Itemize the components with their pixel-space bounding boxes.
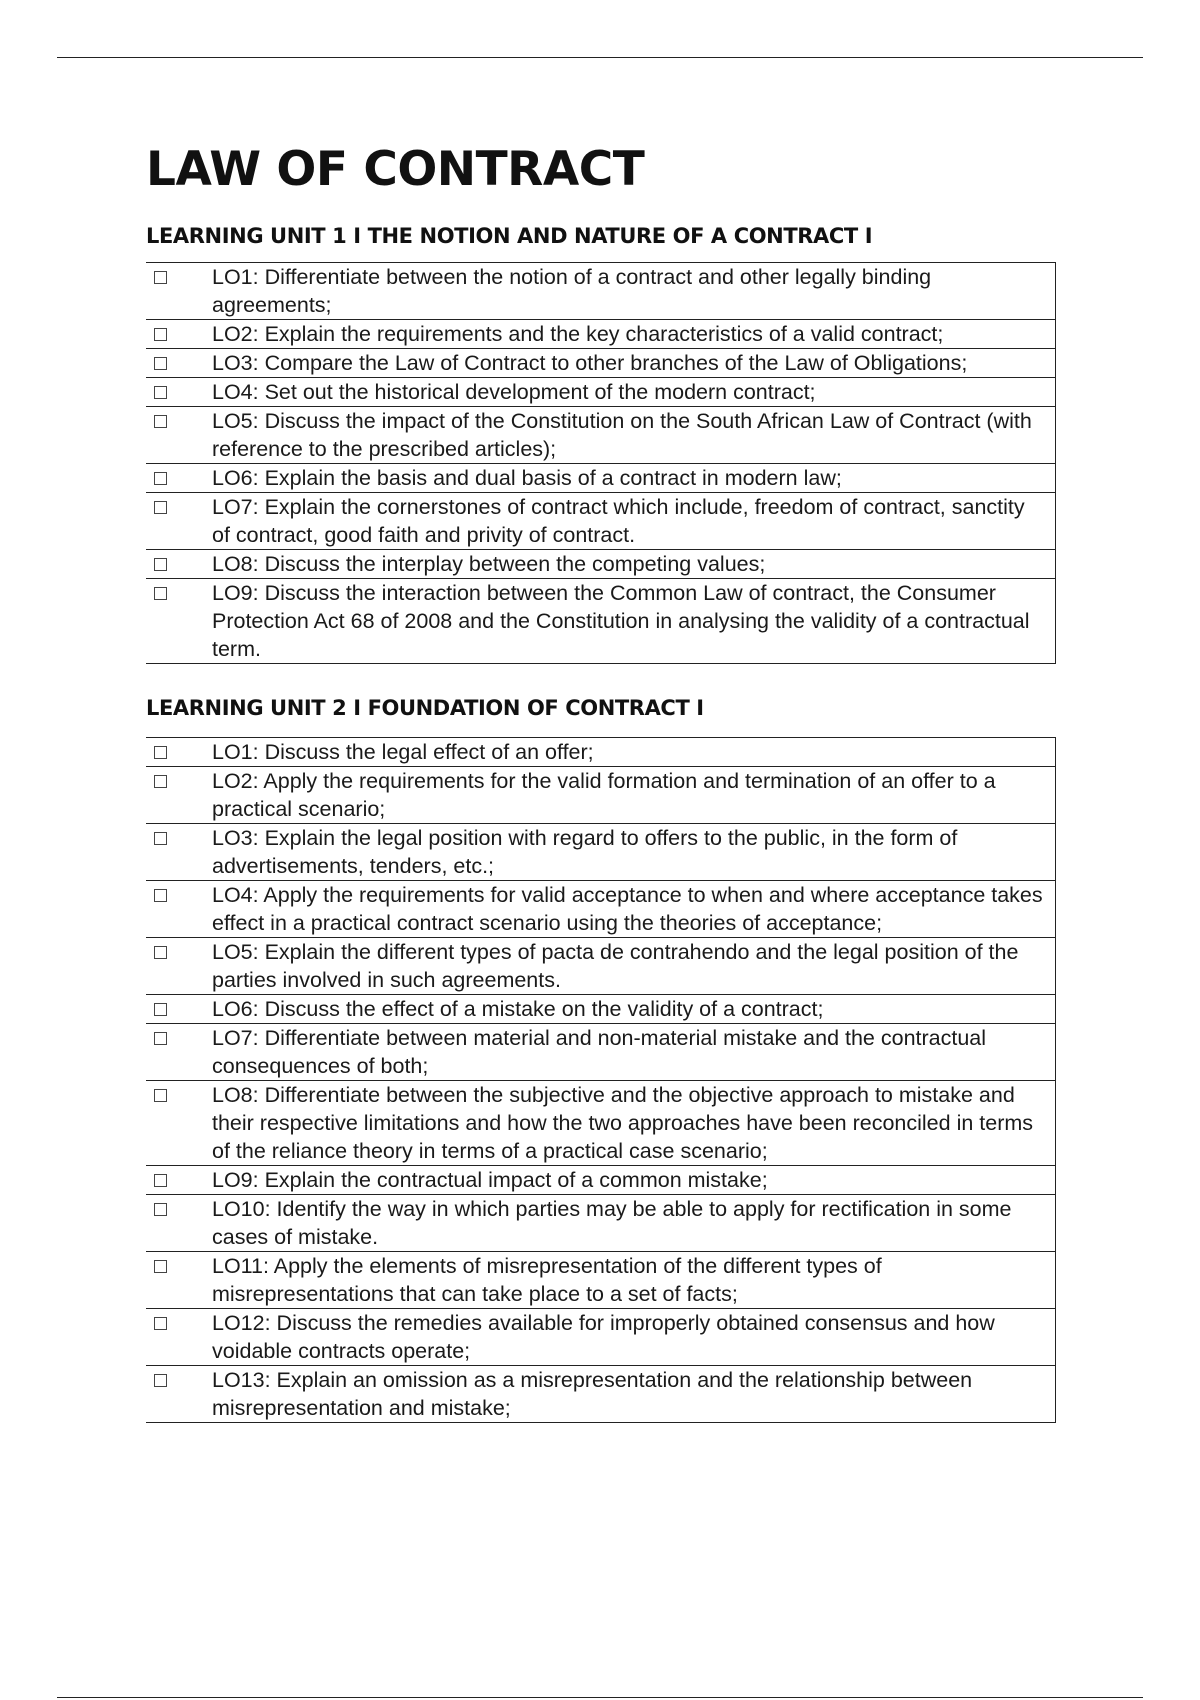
outcome-text: LO10: Identify the way in which parties may be able to apply for rectification in some cases of mistake.: [212, 1197, 1012, 1249]
outcome-cell: [146, 1309, 1056, 1366]
outcome-text: LO9: Explain the contractual impact of a common mistake;: [212, 1168, 768, 1192]
outcome-cell: [146, 493, 1056, 550]
outcome-text: LO1: Differentiate between the notion of a contract and other legally binding agreements;: [212, 265, 932, 317]
outcome-text: LO9: Discuss the interaction between the Common Law of contract, the Consumer Protection Act 68 of 2008 and the Constitution in analysing the validity of a contractual term.: [212, 581, 1030, 661]
outcome-text: LO3: Explain the legal position with regard to offers to the public, in the form of advertisements, tenders, etc.;: [212, 826, 958, 878]
outcome-text: LO7: Differentiate between material and non-material mistake and the contractual consequences of both;: [212, 1026, 987, 1078]
checkbox-icon[interactable]: [154, 1374, 167, 1387]
outcome-cell: [146, 995, 1056, 1024]
outcome-text: LO4: Set out the historical development of the modern contract;: [212, 380, 816, 404]
checkbox-icon[interactable]: [154, 746, 167, 759]
outcome-cell: [146, 550, 1056, 579]
outcome-row: [146, 464, 1056, 493]
document-body: [146, 138, 1056, 1423]
bottom-rule: [57, 1697, 1143, 1698]
checkbox-icon[interactable]: [154, 946, 167, 959]
outcome-cell: [146, 263, 1056, 320]
checkbox-icon[interactable]: [154, 271, 167, 284]
checkbox-icon[interactable]: [154, 1032, 167, 1045]
page-title: LAW OF CONTRACT: [146, 142, 645, 197]
outcome-cell: [146, 1166, 1056, 1195]
outcome-row: [146, 407, 1056, 464]
checkbox-icon[interactable]: [154, 775, 167, 788]
outcome-cell: [146, 407, 1056, 464]
outcome-cell: [146, 579, 1056, 664]
unit-2-outcomes-table: [146, 737, 1056, 1423]
outcome-text: LO13: Explain an omission as a misrepresentation and the relationship between misrepresentation and mistake;: [212, 1368, 973, 1420]
checkbox-icon[interactable]: [154, 889, 167, 902]
outcome-row: [146, 1252, 1056, 1309]
checkbox-icon[interactable]: [154, 472, 167, 485]
unit-1-heading: LEARNING UNIT 1 I THE NOTION AND NATURE OF A CONTRACT I: [146, 224, 873, 248]
outcome-text: LO11: Apply the elements of misrepresentation of the different types of misrepresentations that can take place to a set of facts;: [212, 1254, 882, 1306]
checkbox-icon[interactable]: [154, 1317, 167, 1330]
top-rule: [57, 57, 1143, 58]
checkbox-icon[interactable]: [154, 1089, 167, 1102]
outcome-row: [146, 995, 1056, 1024]
checkbox-icon[interactable]: [154, 1003, 167, 1016]
outcome-text: LO5: Explain the different types of pacta de contrahendo and the legal position of the parties involved in such agreements.: [212, 940, 1019, 992]
checkbox-icon[interactable]: [154, 1203, 167, 1216]
outcome-row: [146, 738, 1056, 767]
checkbox-icon[interactable]: [154, 1260, 167, 1273]
outcome-row: [146, 1024, 1056, 1081]
outcome-cell: [146, 1024, 1056, 1081]
checkbox-icon[interactable]: [154, 501, 167, 514]
checkbox-icon[interactable]: [154, 832, 167, 845]
outcome-cell: [146, 738, 1056, 767]
outcome-row: [146, 881, 1056, 938]
outcome-text: LO7: Explain the cornerstones of contract which include, freedom of contract, sanctity of contract, good faith and privity of contract.: [212, 495, 1025, 547]
outcome-row: [146, 1081, 1056, 1166]
outcome-cell: [146, 349, 1056, 378]
outcome-text: LO8: Discuss the interplay between the competing values;: [212, 552, 766, 576]
outcome-text: LO4: Apply the requirements for valid acceptance to when and where acceptance takes effect in a practical contract scenario using the theories of acceptance;: [212, 883, 1043, 935]
outcome-cell: [146, 1081, 1056, 1166]
outcome-row: [146, 824, 1056, 881]
outcome-cell: [146, 1366, 1056, 1423]
checkbox-icon[interactable]: [154, 357, 167, 370]
outcome-text: LO6: Explain the basis and dual basis of a contract in modern law;: [212, 466, 842, 490]
outcome-cell: [146, 824, 1056, 881]
outcome-text: LO8: Differentiate between the subjective and the objective approach to mistake and their respective limitations and how the two approaches have been reconciled in terms of the reliance theory in terms of a practical case scenario;: [212, 1083, 1034, 1163]
checkbox-icon[interactable]: [154, 328, 167, 341]
outcome-row: [146, 1195, 1056, 1252]
checkbox-icon[interactable]: [154, 386, 167, 399]
outcome-cell: [146, 378, 1056, 407]
outcome-text: LO5: Discuss the impact of the Constitution on the South African Law of Contract (with reference to the prescribed articles);: [212, 409, 1032, 461]
outcome-cell: [146, 767, 1056, 824]
outcome-text: LO3: Compare the Law of Contract to other branches of the Law of Obligations;: [212, 351, 968, 375]
checkbox-icon[interactable]: [154, 415, 167, 428]
outcome-row: [146, 1309, 1056, 1366]
outcome-cell: [146, 1252, 1056, 1309]
outcome-row: [146, 767, 1056, 824]
outcome-row: [146, 378, 1056, 407]
outcome-row: [146, 493, 1056, 550]
outcome-row: [146, 579, 1056, 664]
checkbox-icon[interactable]: [154, 558, 167, 571]
outcome-text: LO6: Discuss the effect of a mistake on the validity of a contract;: [212, 997, 824, 1021]
outcome-row: [146, 550, 1056, 579]
outcome-row: [146, 938, 1056, 995]
outcome-cell: [146, 1195, 1056, 1252]
checkbox-icon[interactable]: [154, 587, 167, 600]
outcome-text: LO1: Discuss the legal effect of an offer;: [212, 740, 594, 764]
outcome-text: LO2: Explain the requirements and the key characteristics of a valid contract;: [212, 322, 944, 346]
unit-2-heading: LEARNING UNIT 2 I FOUNDATION OF CONTRACT I: [146, 696, 704, 720]
outcome-text: LO12: Discuss the remedies available for improperly obtained consensus and how voidable contracts operate;: [212, 1311, 995, 1363]
outcome-cell: [146, 938, 1056, 995]
outcome-row: [146, 1366, 1056, 1423]
outcome-row: [146, 349, 1056, 378]
outcome-cell: [146, 881, 1056, 938]
outcome-row: [146, 320, 1056, 349]
outcome-row: [146, 1166, 1056, 1195]
outcome-cell: [146, 320, 1056, 349]
checkbox-icon[interactable]: [154, 1174, 167, 1187]
outcome-text: LO2: Apply the requirements for the valid formation and termination of an offer to a practical scenario;: [212, 769, 996, 821]
outcome-cell: [146, 464, 1056, 493]
outcome-row: [146, 263, 1056, 320]
unit-1-outcomes-table: [146, 262, 1056, 664]
